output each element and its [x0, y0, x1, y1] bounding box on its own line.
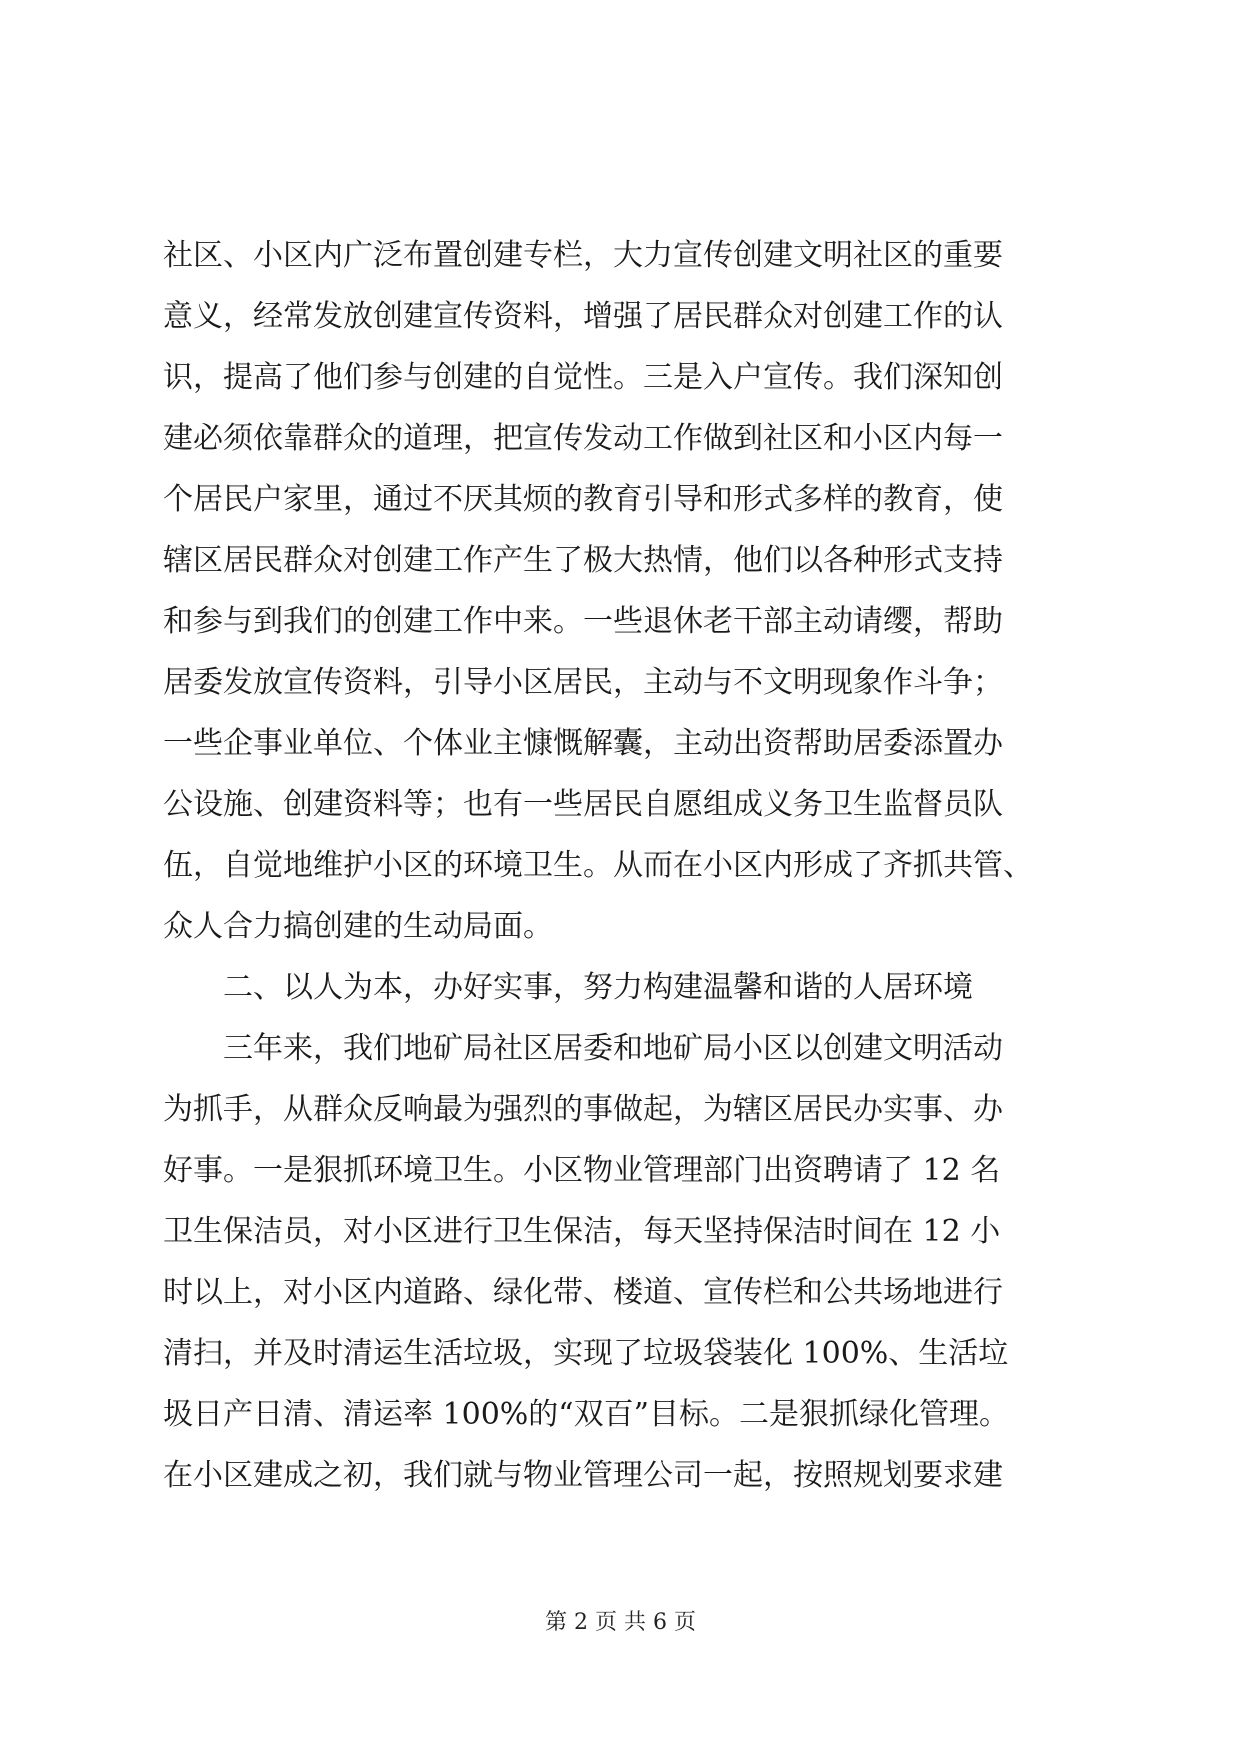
text-line: 建必须依靠群众的道理，把宣传发动工作做到社区和小区内每一 [163, 421, 1003, 456]
text-line: 为抓手，从群众反响最为强烈的事做起，为辖区居民办实事、办 [163, 1092, 1003, 1127]
section-heading: 二、以人为本，办好实事，努力构建温馨和谐的人居环境 [223, 970, 973, 1005]
text-line: 在小区建成之初，我们就与物业管理公司一起，按照规划要求建 [163, 1458, 1003, 1493]
text-line: 个居民户家里，通过不厌其烦的教育引导和形式多样的教育，使 [163, 482, 1003, 517]
text-line: 意义，经常发放创建宣传资料，增强了居民群众对创建工作的认 [163, 299, 1003, 334]
text-line: 卫生保洁员，对小区进行卫生保洁，每天坚持保洁时间在 12 小 [163, 1214, 1001, 1249]
text-line: 时以上，对小区内道路、绿化带、楼道、宣传栏和公共场地进行 [163, 1275, 1003, 1310]
text-line: 社区、小区内广泛布置创建专栏，大力宣传创建文明社区的重要 [163, 238, 1003, 273]
page-number-footer: 第 2 页 共 6 页 [545, 1610, 696, 1635]
paragraph-first-line: 三年来，我们地矿局社区居委和地矿局小区以创建文明活动 [223, 1031, 1003, 1066]
text-line: 公设施、创建资料等；也有一些居民自愿组成义务卫生监督员队 [163, 787, 1003, 822]
text-line: 居委发放宣传资料，引导小区居民，主动与不文明现象作斗争； [163, 665, 1003, 700]
text-line: 圾日产日清、清运率 100%的“双百”目标。二是狠抓绿化管理。 [163, 1397, 1009, 1432]
text-line: 伍，自觉地维护小区的环境卫生。从而在小区内形成了齐抓共管、 [163, 848, 1033, 883]
text-line: 辖区居民群众对创建工作产生了极大热情，他们以各种形式支持 [163, 543, 1003, 578]
text-line: 众人合力搞创建的生动局面。 [163, 909, 553, 944]
text-line: 一些企事业单位、个体业主慷慨解囊，主动出资帮助居委添置办 [163, 726, 1003, 761]
text-line: 清扫，并及时清运生活垃圾，实现了垃圾袋装化 100%、生活垃 [163, 1336, 1009, 1371]
text-line: 和参与到我们的创建工作中来。一些退休老干部主动请缨，帮助 [163, 604, 1003, 639]
text-line: 好事。一是狠抓环境卫生。小区物业管理部门出资聘请了 12 名 [163, 1153, 1001, 1188]
text-line: 识，提高了他们参与创建的自觉性。三是入户宣传。我们深知创 [163, 360, 1003, 395]
